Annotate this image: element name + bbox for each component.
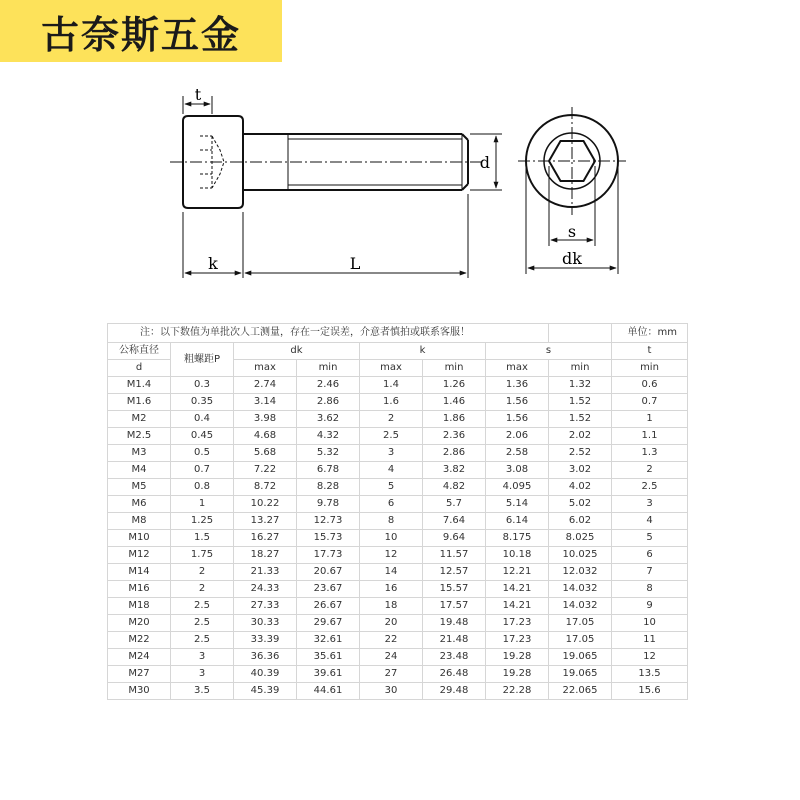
table-cell: 0.4 (171, 411, 234, 428)
table-cell: 1.26 (423, 377, 486, 394)
table-row (108, 377, 688, 394)
table-cell: 2.86 (297, 394, 360, 411)
table-cell: 17.05 (549, 615, 612, 632)
table-cell: 1.46 (423, 394, 486, 411)
table-cell: M1.6 (108, 394, 171, 411)
table-cell: 1.3 (612, 445, 688, 462)
table-cell: 17.05 (549, 632, 612, 649)
table-cell: 6.14 (486, 513, 549, 530)
table-cell: 5 (360, 479, 423, 496)
table-cell: 23.67 (297, 581, 360, 598)
table-cell: M30 (108, 683, 171, 700)
table-cell: 4.02 (549, 479, 612, 496)
table-cell: 3.5 (171, 683, 234, 700)
table-cell: 9 (612, 598, 688, 615)
header-s-min: min (549, 360, 612, 377)
table-cell: 3.02 (549, 462, 612, 479)
spec-table (107, 323, 688, 700)
table-cell: 2 (360, 411, 423, 428)
table-cell: 5.68 (234, 445, 297, 462)
table-cell: 23.48 (423, 649, 486, 666)
table-cell: M8 (108, 513, 171, 530)
screw-side-view (170, 116, 482, 208)
table-row (108, 581, 688, 598)
table-cell: 0.45 (171, 428, 234, 445)
header-pitch: 粗螺距P (171, 343, 234, 377)
table-cell: 5.7 (423, 496, 486, 513)
header-k-min: min (423, 360, 486, 377)
table-cell: 9.64 (423, 530, 486, 547)
table-cell: 20.67 (297, 564, 360, 581)
table-cell: 11 (612, 632, 688, 649)
table-cell: 19.065 (549, 666, 612, 683)
table-row (108, 479, 688, 496)
table-cell: M24 (108, 649, 171, 666)
table-cell: 2.52 (549, 445, 612, 462)
header-k: k (360, 343, 486, 360)
table-cell: 2.86 (423, 445, 486, 462)
table-cell: 0.3 (171, 377, 234, 394)
screw-technical-drawing (0, 0, 800, 300)
brand-name: 古奈斯五金 (40, 11, 241, 57)
table-cell: 0.35 (171, 394, 234, 411)
unit-label: 单位：mm (612, 324, 688, 343)
header-dk-min: min (297, 360, 360, 377)
table-cell: 6 (360, 496, 423, 513)
table-row (108, 428, 688, 445)
table-cell: 14.21 (486, 598, 549, 615)
header-t-top: t (612, 343, 688, 360)
table-cell: 10 (360, 530, 423, 547)
table-cell: 19.065 (549, 649, 612, 666)
table-cell: M2 (108, 411, 171, 428)
table-cell: 17.23 (486, 632, 549, 649)
header-row-1 (108, 343, 688, 360)
table-cell: 3.82 (423, 462, 486, 479)
table-cell: 33.39 (234, 632, 297, 649)
table-cell: 15.57 (423, 581, 486, 598)
table-cell: 6.78 (297, 462, 360, 479)
dimension-t (183, 85, 212, 114)
table-row (108, 564, 688, 581)
table-cell: 22.28 (486, 683, 549, 700)
table-cell: 7.64 (423, 513, 486, 530)
table-cell: 12.21 (486, 564, 549, 581)
table-cell: 26.67 (297, 598, 360, 615)
table-cell: 5.14 (486, 496, 549, 513)
table-cell: 12.73 (297, 513, 360, 530)
table-cell: 2.74 (234, 377, 297, 394)
table-cell: 8.28 (297, 479, 360, 496)
table-cell: 10.025 (549, 547, 612, 564)
table-cell: 15.73 (297, 530, 360, 547)
header-s-max: max (486, 360, 549, 377)
table-row (108, 394, 688, 411)
table-cell: 19.28 (486, 666, 549, 683)
table-cell: 10.18 (486, 547, 549, 564)
table-cell: M6 (108, 496, 171, 513)
table-cell: 35.61 (297, 649, 360, 666)
header-t-bottom: min (612, 360, 688, 377)
table-cell: 24.33 (234, 581, 297, 598)
table-row (108, 649, 688, 666)
table-cell: M4 (108, 462, 171, 479)
table-cell: 1.56 (486, 394, 549, 411)
table-cell: M16 (108, 581, 171, 598)
table-cell: 3.62 (297, 411, 360, 428)
table-cell: 24 (360, 649, 423, 666)
table-cell: 3 (360, 445, 423, 462)
table-cell: 0.7 (171, 462, 234, 479)
table-cell: 3 (612, 496, 688, 513)
table-cell: 4 (360, 462, 423, 479)
table-cell: M1.4 (108, 377, 171, 394)
table-row (108, 683, 688, 700)
table-cell: 29.67 (297, 615, 360, 632)
table-cell: 2.58 (486, 445, 549, 462)
table-cell: 30.33 (234, 615, 297, 632)
table-cell: 1.86 (423, 411, 486, 428)
table-cell: 4.68 (234, 428, 297, 445)
table-cell: 3 (171, 649, 234, 666)
table-cell: 15.6 (612, 683, 688, 700)
table-cell: 14.032 (549, 598, 612, 615)
table-cell: 3.98 (234, 411, 297, 428)
table-cell: 3.08 (486, 462, 549, 479)
table-cell: 19.48 (423, 615, 486, 632)
table-cell: 14.21 (486, 581, 549, 598)
table-cell: 4.82 (423, 479, 486, 496)
table-row (108, 462, 688, 479)
table-cell: 1 (171, 496, 234, 513)
label-d: d (479, 153, 490, 172)
table-row (108, 666, 688, 683)
table-cell: 20 (360, 615, 423, 632)
table-cell: 14.032 (549, 581, 612, 598)
table-cell: 13.27 (234, 513, 297, 530)
table-cell: 26.48 (423, 666, 486, 683)
table-cell: M22 (108, 632, 171, 649)
table-cell: 45.39 (234, 683, 297, 700)
table-cell: 11.57 (423, 547, 486, 564)
table-cell: 21.33 (234, 564, 297, 581)
table-cell: 4 (612, 513, 688, 530)
table-cell: 10.22 (234, 496, 297, 513)
table-cell: 1.52 (549, 411, 612, 428)
table-cell: 13.5 (612, 666, 688, 683)
table-row (108, 513, 688, 530)
table-cell: 2.06 (486, 428, 549, 445)
table-cell: 1 (612, 411, 688, 428)
table-cell: M3 (108, 445, 171, 462)
table-cell: 1.25 (171, 513, 234, 530)
table-cell: 12.032 (549, 564, 612, 581)
table-cell: 8 (360, 513, 423, 530)
table-cell: 27.33 (234, 598, 297, 615)
table-cell: 8.025 (549, 530, 612, 547)
table-cell: M14 (108, 564, 171, 581)
label-k: k (208, 254, 218, 273)
table-cell: 2.5 (171, 615, 234, 632)
table-row (108, 496, 688, 513)
table-cell: 2 (171, 581, 234, 598)
table-cell: 0.6 (612, 377, 688, 394)
table-cell: 2.5 (612, 479, 688, 496)
table-cell: 1.6 (360, 394, 423, 411)
note-text: 注：以下数值为单批次人工测量，存在一定误差，介意者慎拍或联系客服！ (108, 324, 549, 343)
table-cell: 8.72 (234, 479, 297, 496)
table-cell: 36.36 (234, 649, 297, 666)
label-t: t (194, 85, 202, 104)
table-cell: 2 (171, 564, 234, 581)
table-cell: 17.23 (486, 615, 549, 632)
table-cell: 12.57 (423, 564, 486, 581)
table-cell: 18 (360, 598, 423, 615)
table-row (108, 547, 688, 564)
note-spacer (549, 324, 612, 343)
table-cell: 4.32 (297, 428, 360, 445)
table-cell: 40.39 (234, 666, 297, 683)
table-cell: 1.32 (549, 377, 612, 394)
screw-end-view (518, 107, 626, 215)
table-cell: 2.5 (171, 598, 234, 615)
table-cell: 0.8 (171, 479, 234, 496)
table-cell: 12 (360, 547, 423, 564)
table-row (108, 445, 688, 462)
label-L: L (349, 254, 361, 273)
table-cell: 2.02 (549, 428, 612, 445)
table-cell: 32.61 (297, 632, 360, 649)
label-s: s (567, 222, 577, 241)
table-row (108, 632, 688, 649)
table-cell: 18.27 (234, 547, 297, 564)
header-d-bottom: d (108, 360, 171, 377)
header-dk-max: max (234, 360, 297, 377)
table-cell: 6 (612, 547, 688, 564)
table-cell: 3.14 (234, 394, 297, 411)
table-row (108, 598, 688, 615)
header-k-max: max (360, 360, 423, 377)
table-cell: 1.5 (171, 530, 234, 547)
table-cell: 2.5 (360, 428, 423, 445)
note-row (108, 324, 688, 343)
table-cell: M20 (108, 615, 171, 632)
header-dk: dk (234, 343, 360, 360)
table-row (108, 530, 688, 547)
table-cell: 29.48 (423, 683, 486, 700)
table-cell: M12 (108, 547, 171, 564)
table-cell: M10 (108, 530, 171, 547)
table-cell: 22 (360, 632, 423, 649)
table-cell: 39.61 (297, 666, 360, 683)
table-cell: 2.36 (423, 428, 486, 445)
dimension-k-L (183, 194, 468, 278)
table-cell: 0.5 (171, 445, 234, 462)
table-cell: 17.57 (423, 598, 486, 615)
table-cell: 2.46 (297, 377, 360, 394)
table-cell: 5 (612, 530, 688, 547)
spec-table-wrap (107, 323, 688, 700)
table-cell: 0.7 (612, 394, 688, 411)
table-row (108, 615, 688, 632)
table-cell: 44.61 (297, 683, 360, 700)
table-cell: 2.5 (171, 632, 234, 649)
table-cell: 7.22 (234, 462, 297, 479)
table-cell: M27 (108, 666, 171, 683)
table-cell: 10 (612, 615, 688, 632)
table-cell: 5.02 (549, 496, 612, 513)
table-cell: 6.02 (549, 513, 612, 530)
table-cell: 21.48 (423, 632, 486, 649)
table-cell: 7 (612, 564, 688, 581)
table-cell: 8.175 (486, 530, 549, 547)
table-cell: 1.36 (486, 377, 549, 394)
table-cell: M5 (108, 479, 171, 496)
table-cell: 3 (171, 666, 234, 683)
table-cell: 1.4 (360, 377, 423, 394)
table-cell: 16 (360, 581, 423, 598)
table-cell: 19.28 (486, 649, 549, 666)
table-cell: 27 (360, 666, 423, 683)
table-cell: 8 (612, 581, 688, 598)
table-cell: 12 (612, 649, 688, 666)
table-cell: 22.065 (549, 683, 612, 700)
header-d-top: 公称直径 (108, 343, 171, 360)
table-cell: 16.27 (234, 530, 297, 547)
label-dk: dk (562, 249, 582, 268)
table-cell: 1.1 (612, 428, 688, 445)
table-cell: M2.5 (108, 428, 171, 445)
header-s: s (486, 343, 612, 360)
table-cell: 5.32 (297, 445, 360, 462)
table-cell: 2 (612, 462, 688, 479)
table-row (108, 411, 688, 428)
table-cell: M18 (108, 598, 171, 615)
table-cell: 17.73 (297, 547, 360, 564)
table-cell: 1.75 (171, 547, 234, 564)
table-cell: 30 (360, 683, 423, 700)
table-cell: 4.095 (486, 479, 549, 496)
table-cell: 1.56 (486, 411, 549, 428)
table-cell: 1.52 (549, 394, 612, 411)
table-cell: 14 (360, 564, 423, 581)
table-cell: 9.78 (297, 496, 360, 513)
